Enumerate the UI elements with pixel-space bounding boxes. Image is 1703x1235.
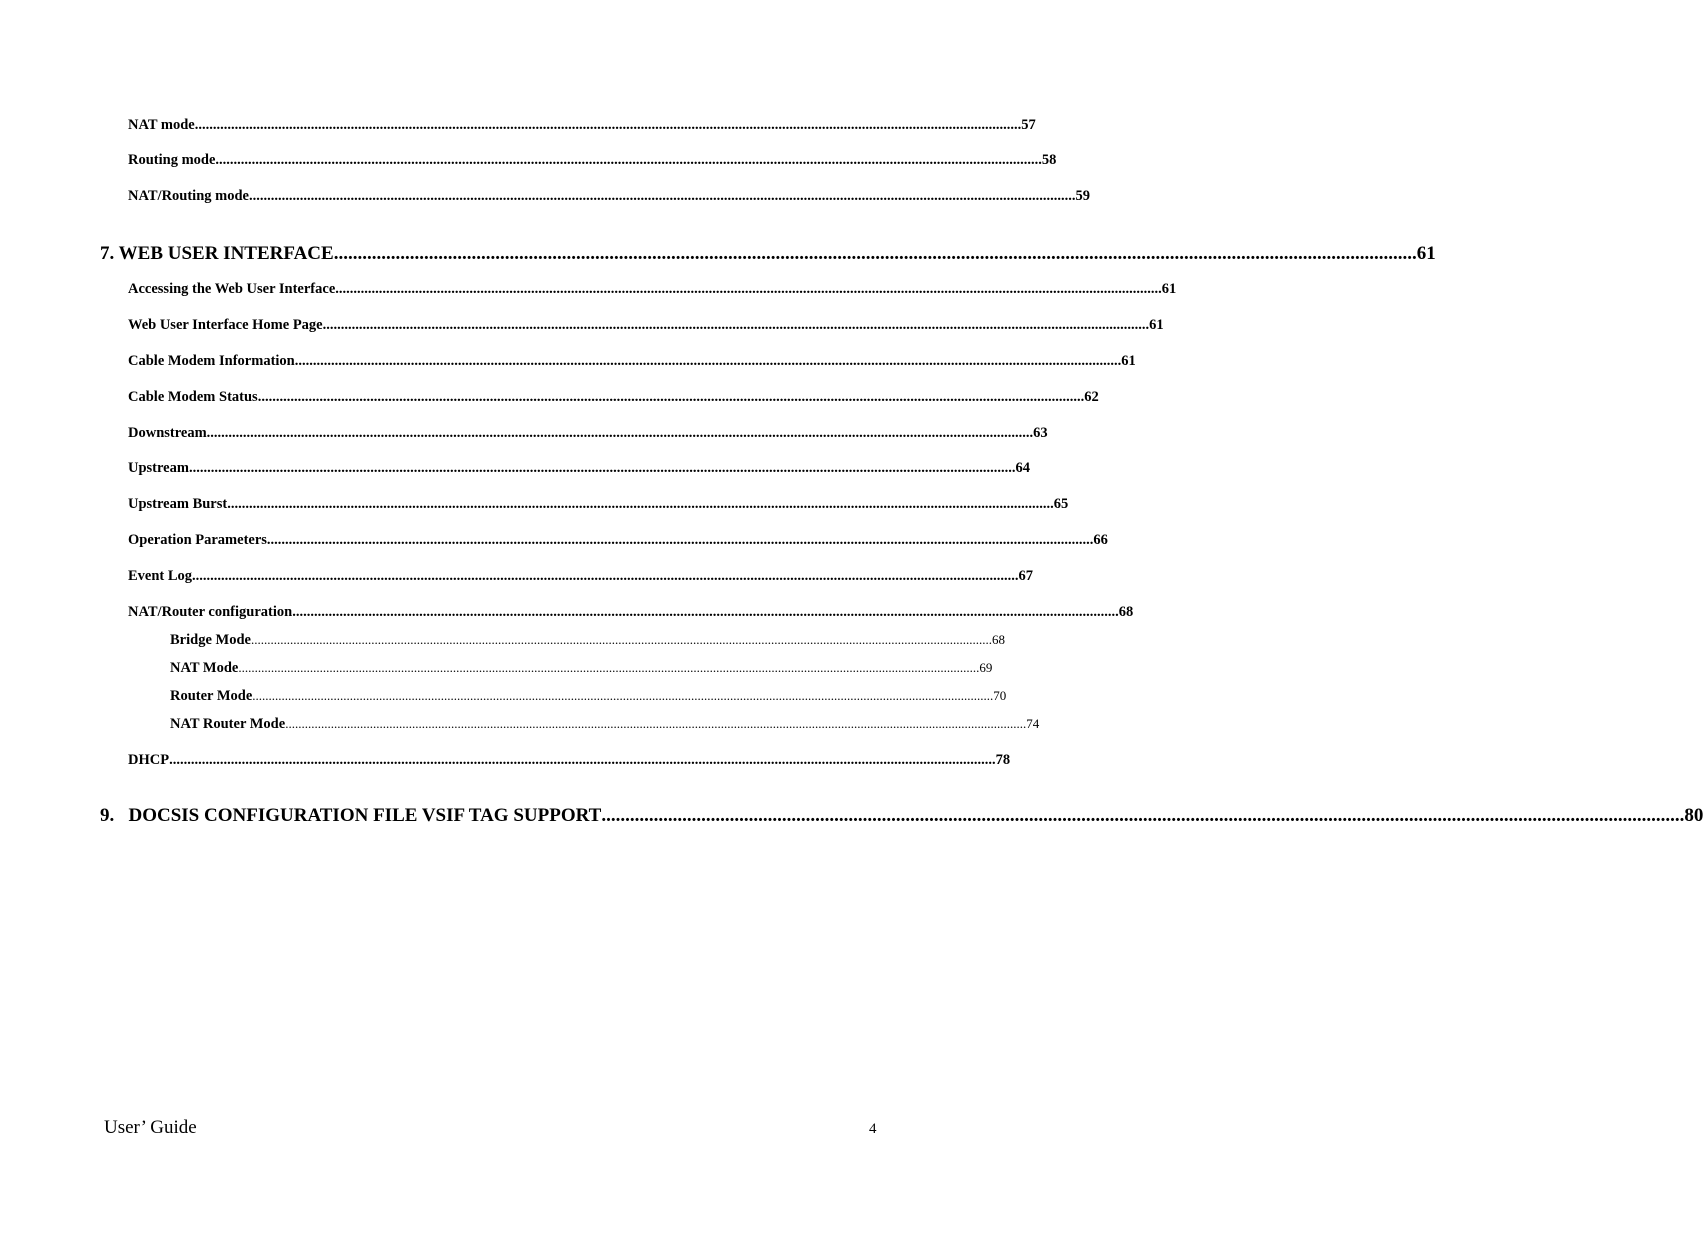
toc-subentry[interactable] (170, 688, 1007, 705)
toc-entry[interactable] (128, 188, 1090, 205)
toc-entry[interactable] (128, 152, 1057, 169)
toc-subentry-page: 69 (979, 660, 993, 675)
toc-chapter[interactable] (100, 805, 1703, 827)
toc-entry[interactable] (128, 604, 1134, 621)
toc-entry-label: DHCP (128, 752, 170, 768)
dot-leader: .................................................................................................................................................................................................................................... (248, 188, 1076, 204)
toc-entry[interactable] (128, 389, 1099, 406)
toc-entry-page: 68 (1118, 604, 1134, 620)
footer-page-number: 4 (869, 1121, 877, 1137)
dot-leader: .................................................................................................................................................................................................................................... (206, 425, 1034, 441)
toc-entry-label: Accessing the Web User Interface (128, 281, 336, 297)
toc-entry-page: 67 (1018, 568, 1034, 584)
toc-entry-label: Operation Parameters (128, 532, 267, 548)
dot-leader: .................................................................................................................................................................................................................................... (335, 281, 1162, 297)
toc-chapter[interactable] (100, 243, 1436, 265)
toc-entry-label: NAT/Router configuration (128, 604, 293, 620)
toc-chapter-label: 9. DOCSIS CONFIGURATION FILE VSIF TAG SUPPORT (100, 805, 602, 826)
dot-leader: .................................................................................................................................................................................................................................... (266, 532, 1094, 548)
toc-entry-page: 64 (1015, 460, 1030, 476)
toc-chapter-label: 7. WEB USER INTERFACE (100, 243, 334, 264)
dot-leader: .................................................................................................................................................................................................................................... (252, 688, 994, 703)
toc-entry-page: 58 (1041, 152, 1057, 168)
toc-subentry[interactable] (170, 660, 993, 677)
toc-entry-page: 61 (1121, 353, 1136, 369)
toc-subentry-label: NAT Router Mode (170, 716, 286, 732)
toc-entry-label: Event Log (128, 568, 193, 584)
toc-entry-label: NAT/Routing mode (128, 188, 249, 204)
dot-leader: .................................................................................................................................................................................................................................... (227, 496, 1054, 512)
dot-leader: .................................................................................................................................................................................................................................... (169, 752, 996, 768)
toc-subentry-page: 68 (991, 632, 1005, 647)
toc-entry[interactable] (128, 353, 1136, 370)
dot-leader: .................................................................................................................................................................................................................................... (285, 716, 1027, 731)
toc-subentry-label: Router Mode (170, 688, 253, 704)
footer-document-title: User’ Guide (104, 1117, 197, 1138)
toc-entry[interactable] (128, 460, 1030, 477)
toc-entry-label: Web User Interface Home Page (128, 317, 323, 333)
dot-leader: .................................................................................................................................................................................................................................... (601, 805, 1685, 826)
toc-entry-page: 63 (1033, 425, 1048, 441)
toc-subentry-label: Bridge Mode (170, 632, 251, 648)
toc-entry[interactable] (128, 117, 1036, 134)
toc-chapter-page: 61 (1416, 243, 1436, 264)
toc-entry[interactable] (128, 425, 1048, 442)
toc-chapter-page: 80 (1684, 805, 1703, 826)
toc-subentry[interactable] (170, 632, 1005, 649)
toc-entry[interactable] (128, 568, 1034, 585)
dot-leader: .................................................................................................................................................................................................................................... (322, 317, 1150, 333)
toc-entry-label: Routing mode (128, 152, 216, 168)
toc-entry-label: Cable Modem Status (128, 389, 258, 405)
dot-leader: .................................................................................................................................................................................................................................... (250, 632, 992, 647)
toc-entry-label: Downstream (128, 425, 207, 441)
dot-leader: .................................................................................................................................................................................................................................... (292, 604, 1119, 620)
toc-subentry-page: 70 (993, 688, 1007, 703)
dot-leader: .................................................................................................................................................................................................................................... (238, 660, 980, 675)
toc-entry[interactable] (128, 752, 1011, 769)
toc-entry-page: 66 (1093, 532, 1108, 548)
toc-entry[interactable] (128, 317, 1164, 334)
dot-leader: .................................................................................................................................................................................................................................... (192, 568, 1019, 584)
dot-leader: .................................................................................................................................................................................................................................... (188, 460, 1016, 476)
toc-entry-page: 65 (1053, 496, 1069, 512)
toc-entry-page: 62 (1084, 389, 1099, 405)
dot-leader: .................................................................................................................................................................................................................................... (215, 152, 1042, 168)
toc-subentry-page: 74 (1026, 716, 1040, 731)
toc-entry-page: 61 (1149, 317, 1164, 333)
dot-leader: .................................................................................................................................................................................................................................... (294, 353, 1122, 369)
toc-entry-page: 78 (995, 752, 1011, 768)
toc-entry-page: 59 (1075, 188, 1090, 204)
toc-subentry[interactable] (170, 716, 1040, 733)
toc-entry-label: Upstream (128, 460, 189, 476)
toc-entry-label: Cable Modem Information (128, 353, 295, 369)
toc-entry-page: 57 (1021, 117, 1036, 133)
toc-entry[interactable] (128, 281, 1177, 298)
toc-entry-page: 61 (1161, 281, 1177, 297)
toc-entry[interactable] (128, 496, 1069, 513)
toc-entry[interactable] (128, 532, 1108, 549)
toc-entry-label: Upstream Burst (128, 496, 228, 512)
toc-subentry-label: NAT Mode (170, 660, 239, 676)
dot-leader: .................................................................................................................................................................................................................................... (257, 389, 1085, 405)
dot-leader: .................................................................................................................................................................................................................................... (194, 117, 1022, 133)
dot-leader: .................................................................................................................................................................................................................................... (333, 243, 1417, 264)
toc-entry-label: NAT mode (128, 117, 195, 133)
